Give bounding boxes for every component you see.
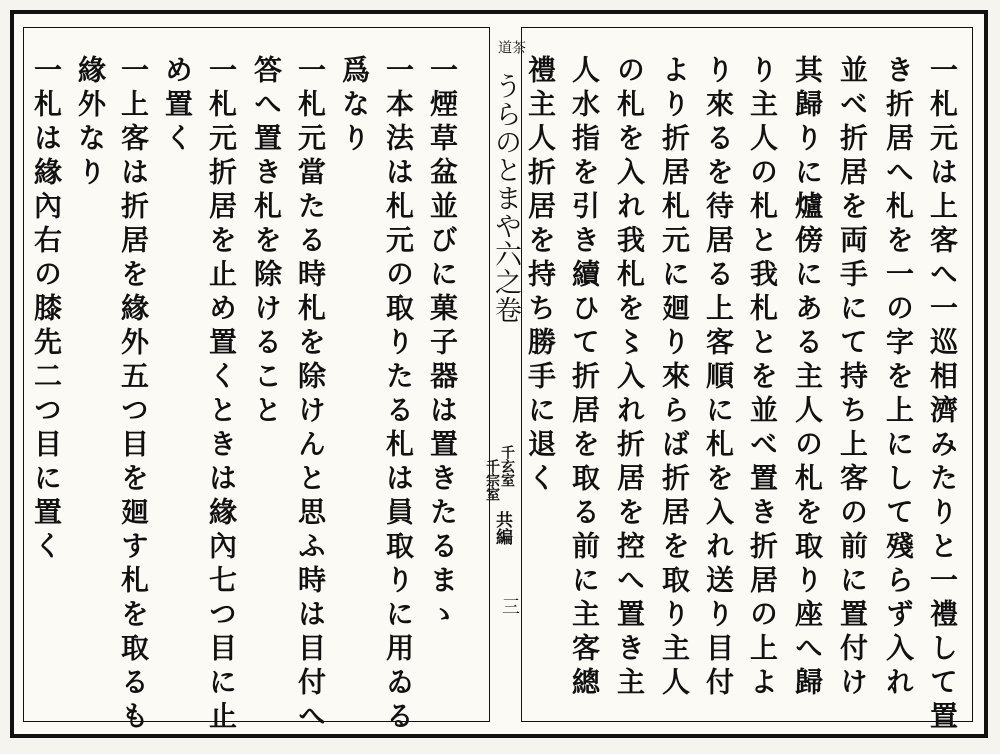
right-page-column-6: り來るを待居る上客順に札を入れ送り目付: [702, 55, 735, 701]
right-page-column-4: 其歸りに爐傍にある主人の札を取り座へ歸: [791, 55, 824, 701]
page-number: 三: [499, 597, 520, 615]
author-credit-label: 共編: [492, 511, 512, 545]
series-label-bottom: 道: [496, 40, 512, 54]
left-page-column-2: 一本法は札元の取りたる札は員取りに用ゐる: [382, 55, 415, 735]
author-name-1: 千玄室: [499, 445, 515, 487]
right-page-column-9: 人水指を引き續ひて折居を取る前に主客總: [568, 55, 601, 701]
right-page-column-1: 一札元は上客へ一巡相濟みたりと一禮して置: [926, 55, 959, 735]
right-page-column-7: より折居札元に廻り來らば折居を取り主人: [658, 55, 691, 701]
left-page-column-5: 答へ置き札を除けること: [250, 55, 283, 429]
left-page-column-4: 一札元當たる時札を除けんと思ふ時は目付へ: [294, 55, 327, 735]
right-page-column-3: 並べ折居を両手にて持ち上客の前に置付け: [836, 55, 869, 701]
author-credit: [484, 445, 516, 575]
right-page-column-8: の札を入れ我札を〻入れ折居を控へ置き主: [613, 55, 646, 701]
left-page-column-6: 一札元折居を止め置くときは緣內七つ目に止: [205, 55, 238, 735]
author-name-2: 千宗室: [484, 459, 500, 501]
series-label-top: 茶: [510, 40, 526, 54]
left-page-column-10: 一札は緣內右の膝先二つ目に置く: [30, 55, 63, 565]
left-page-column-1: 一煙草盆並びに菓子器は置きたるまゝ: [426, 55, 459, 633]
left-page-column-7: め置く: [161, 55, 194, 157]
left-page-column-8: 一上客は折居を緣外五つ目を廻す札を取るも: [117, 55, 150, 735]
right-page-column-10: 禮主人折居を持ち勝手に退く: [524, 55, 557, 497]
right-page-column-2: き折居へ札を一の字を上にして殘らず入れ: [882, 55, 915, 701]
running-title: うらのとまや六之卷: [490, 72, 521, 324]
right-page-column-5: り主人の札と我札とを並べ置き折居の上よ: [746, 55, 779, 701]
spine-rule-right: [521, 27, 522, 722]
left-page-column-3: 爲なり: [338, 55, 371, 157]
left-page-column-9: 緣外なり: [74, 55, 107, 191]
